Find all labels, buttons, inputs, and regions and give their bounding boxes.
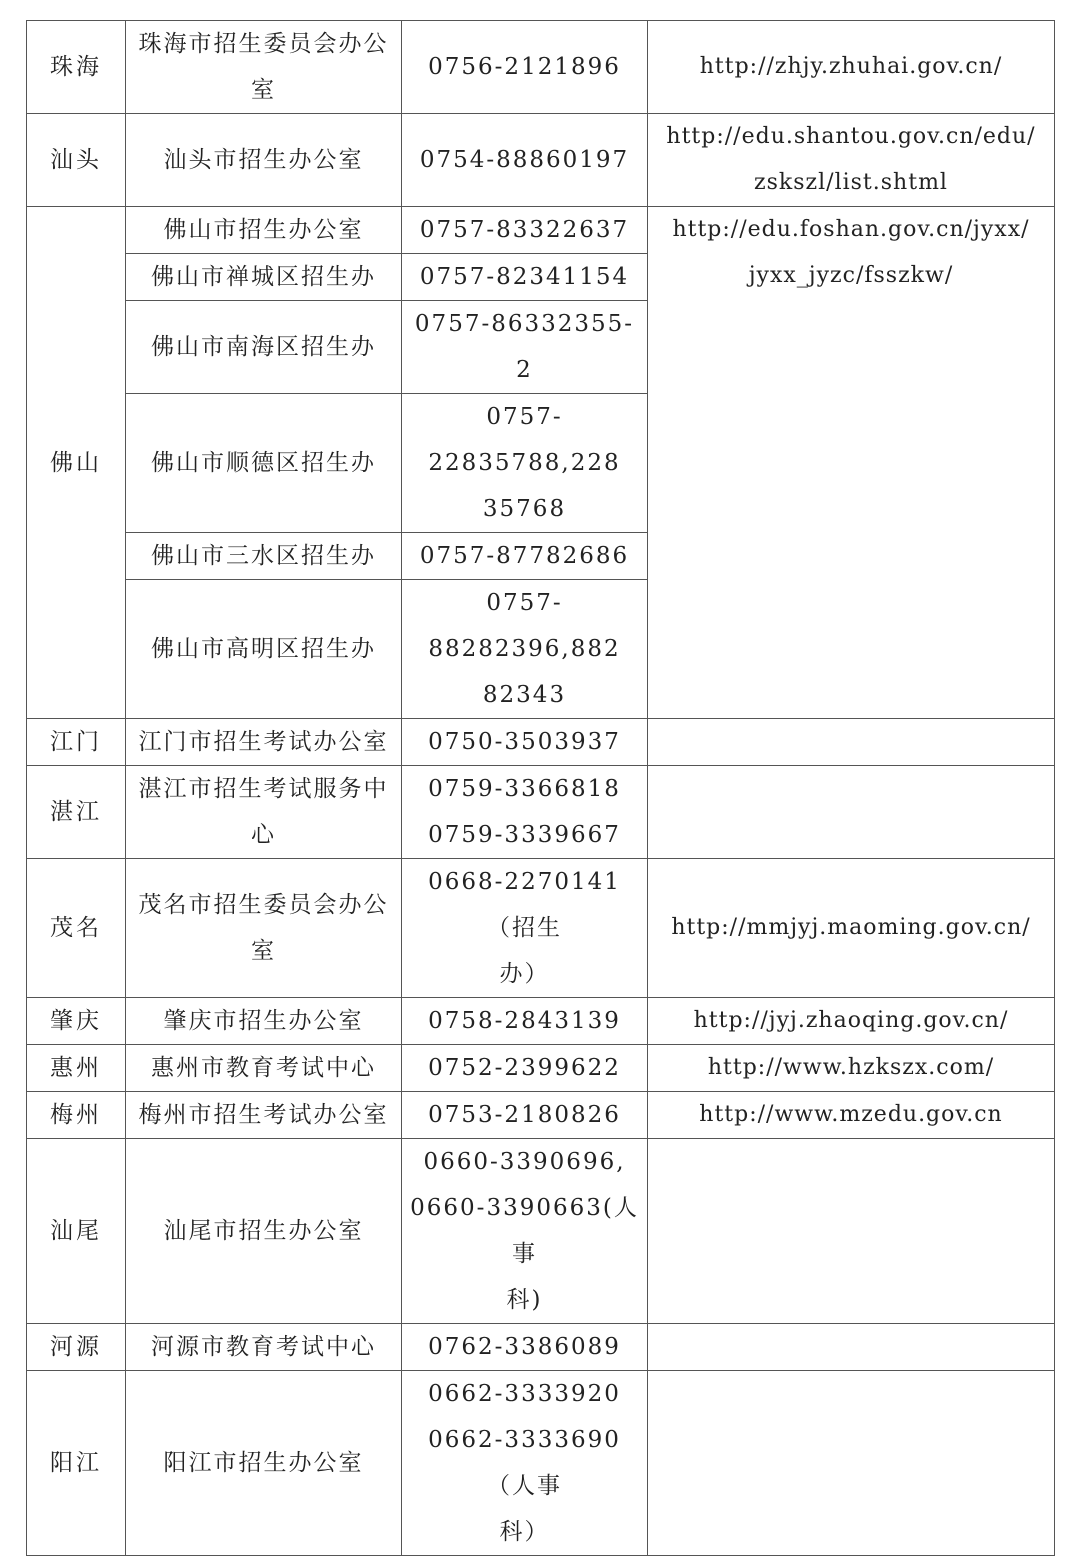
url-cell — [648, 114, 1055, 207]
office-cell — [126, 766, 402, 859]
office-cell-line: 惠州市教育考试中心 — [151, 1055, 376, 1081]
phone-cell-line: 科） — [499, 1519, 550, 1545]
url-cell-line[interactable]: http://edu.foshan.gov.cn/jyxx/ — [672, 217, 1030, 242]
office-cell-line: 江门市招生考试办公室 — [138, 729, 389, 755]
table-row — [27, 998, 1055, 1045]
url-cell-line[interactable]: jyxx_jyzc/fsszkw/ — [748, 263, 954, 288]
url-cell — [648, 1092, 1055, 1139]
office-cell: 佛山市南海区招生办 — [126, 301, 402, 394]
office-cell — [126, 1092, 402, 1139]
phone-cell-line: 0757-87782686 — [419, 543, 630, 569]
phone-cell — [402, 21, 648, 114]
office-cell-line: 河源市教育考试中心 — [151, 1334, 376, 1360]
office-cell-line: 湛江市招生考试服务中 — [138, 776, 389, 802]
url-cell — [648, 766, 1055, 859]
phone-cell-line: 办） — [499, 961, 550, 987]
url-cell-line[interactable]: http://mmjyj.maoming.gov.cn/ — [671, 915, 1031, 940]
phone-cell — [402, 254, 648, 301]
phone-cell — [402, 1139, 648, 1324]
table-row — [27, 1324, 1055, 1371]
url-cell — [648, 719, 1055, 766]
phone-cell — [402, 859, 648, 998]
phone-cell-line: 0754-88860197 — [419, 147, 630, 173]
office-cell-line: 室 — [251, 77, 276, 103]
office-cell — [126, 859, 402, 998]
table-row — [27, 1045, 1055, 1092]
table-row — [27, 859, 1055, 998]
url-cell — [648, 207, 1055, 719]
office-cell-line: 室 — [251, 938, 276, 964]
url-cell — [648, 1371, 1055, 1556]
city-cell: 湛江 — [27, 766, 126, 859]
office-cell: 佛山市高明区招生办 — [126, 580, 402, 719]
phone-cell — [402, 719, 648, 766]
url-cell-line[interactable]: zskszl/list.shtml — [754, 170, 948, 195]
phone-cell-line: 0660-3390663(人事 — [410, 1195, 639, 1267]
phone-cell-line: 0757-88282396,882 — [428, 590, 621, 662]
city-cell: 阳江 — [27, 1371, 126, 1556]
url-cell-line[interactable]: http://www.mzedu.gov.cn — [699, 1102, 1003, 1127]
phone-cell-line: 35768 — [482, 496, 567, 522]
phone-cell — [402, 1324, 648, 1371]
phone-cell-line: 0668-2270141（招生 — [428, 869, 621, 941]
city-cell: 江门 — [27, 719, 126, 766]
phone-cell — [402, 1045, 648, 1092]
office-cell-line: 梅州市招生考试办公室 — [138, 1102, 389, 1128]
url-cell-line[interactable]: http://edu.shantou.gov.cn/edu/ — [666, 124, 1036, 149]
table-row — [27, 1371, 1055, 1556]
phone-cell-line: 0756-2121896 — [428, 54, 621, 80]
url-cell — [648, 1324, 1055, 1371]
office-cell-line: 肇庆市招生办公室 — [163, 1008, 364, 1034]
phone-cell-line: 0757-82341154 — [419, 264, 630, 290]
phone-cell — [402, 580, 648, 719]
office-cell — [126, 114, 402, 207]
city-cell: 河源 — [27, 1324, 126, 1371]
phone-cell-line: 0662-3333920 — [428, 1381, 621, 1407]
phone-cell-line: 0758-2843139 — [428, 1008, 621, 1034]
office-cell-line: 心 — [251, 822, 276, 848]
phone-cell — [402, 1371, 648, 1556]
office-cell — [126, 998, 402, 1045]
office-cell: 佛山市三水区招生办 — [126, 533, 402, 580]
table-row — [27, 766, 1055, 859]
url-cell-line[interactable]: http://www.hzkszx.com/ — [707, 1055, 995, 1080]
url-cell-line[interactable]: http://zhjy.zhuhai.gov.cn/ — [699, 54, 1003, 79]
url-cell-line[interactable]: http://jyj.zhaoqing.gov.cn/ — [693, 1008, 1009, 1033]
office-cell: 佛山市顺德区招生办 — [126, 394, 402, 533]
contact-table-container — [26, 20, 1055, 1556]
office-cell — [126, 21, 402, 114]
phone-cell-line: 0757-83322637 — [419, 217, 630, 243]
office-cell-line: 珠海市招生委员会办公 — [138, 31, 389, 57]
phone-cell — [402, 207, 648, 254]
phone-cell-line: 0750-3503937 — [428, 729, 621, 755]
phone-cell-line: 0752-2399622 — [428, 1055, 621, 1081]
phone-cell — [402, 766, 648, 859]
office-cell: 佛山市招生办公室 — [126, 207, 402, 254]
city-cell: 佛山 — [27, 207, 126, 719]
phone-cell — [402, 394, 648, 533]
phone-cell-line: 82343 — [482, 682, 567, 708]
office-cell — [126, 1324, 402, 1371]
phone-cell — [402, 533, 648, 580]
table-row — [27, 1092, 1055, 1139]
table-row — [27, 21, 1055, 114]
table-row — [27, 719, 1055, 766]
phone-cell-line: 0753-2180826 — [428, 1102, 621, 1128]
office-cell-line: 阳江市招生办公室 — [163, 1450, 364, 1476]
phone-cell-line: 0759-3366818 — [428, 776, 621, 802]
city-cell: 珠海 — [27, 21, 126, 114]
office-cell: 佛山市禅城区招生办 — [126, 254, 402, 301]
phone-cell-line: 0662-3333690（人事 — [428, 1427, 621, 1499]
phone-cell-line: 0757-22835788,228 — [428, 404, 621, 476]
url-cell — [648, 859, 1055, 998]
phone-cell — [402, 998, 648, 1045]
admissions-contact-table — [26, 20, 1055, 1556]
city-cell: 茂名 — [27, 859, 126, 998]
url-cell — [648, 1045, 1055, 1092]
phone-cell-line: 0660-3390696, — [423, 1149, 626, 1175]
office-cell-line: 汕头市招生办公室 — [163, 147, 364, 173]
url-cell — [648, 21, 1055, 114]
table-row — [27, 114, 1055, 207]
url-cell — [648, 998, 1055, 1045]
office-cell-line: 汕尾市招生办公室 — [163, 1218, 364, 1244]
phone-cell-line: 科) — [506, 1287, 543, 1313]
city-cell: 汕尾 — [27, 1139, 126, 1324]
table-row — [27, 1139, 1055, 1324]
office-cell — [126, 719, 402, 766]
office-cell — [126, 1371, 402, 1556]
office-cell-line: 茂名市招生委员会办公 — [138, 892, 389, 918]
phone-cell — [402, 301, 648, 394]
city-cell: 梅州 — [27, 1092, 126, 1139]
phone-cell — [402, 1092, 648, 1139]
table-row — [27, 207, 1055, 254]
phone-cell-line: 0762-3386089 — [428, 1334, 621, 1360]
city-cell: 惠州 — [27, 1045, 126, 1092]
city-cell: 肇庆 — [27, 998, 126, 1045]
phone-cell-line: 0759-3339667 — [428, 822, 621, 848]
city-cell: 汕头 — [27, 114, 126, 207]
phone-cell-line: 0757-86332355-2 — [414, 311, 635, 383]
phone-cell — [402, 114, 648, 207]
office-cell — [126, 1045, 402, 1092]
office-cell — [126, 1139, 402, 1324]
url-cell — [648, 1139, 1055, 1324]
table-body — [27, 21, 1055, 1556]
